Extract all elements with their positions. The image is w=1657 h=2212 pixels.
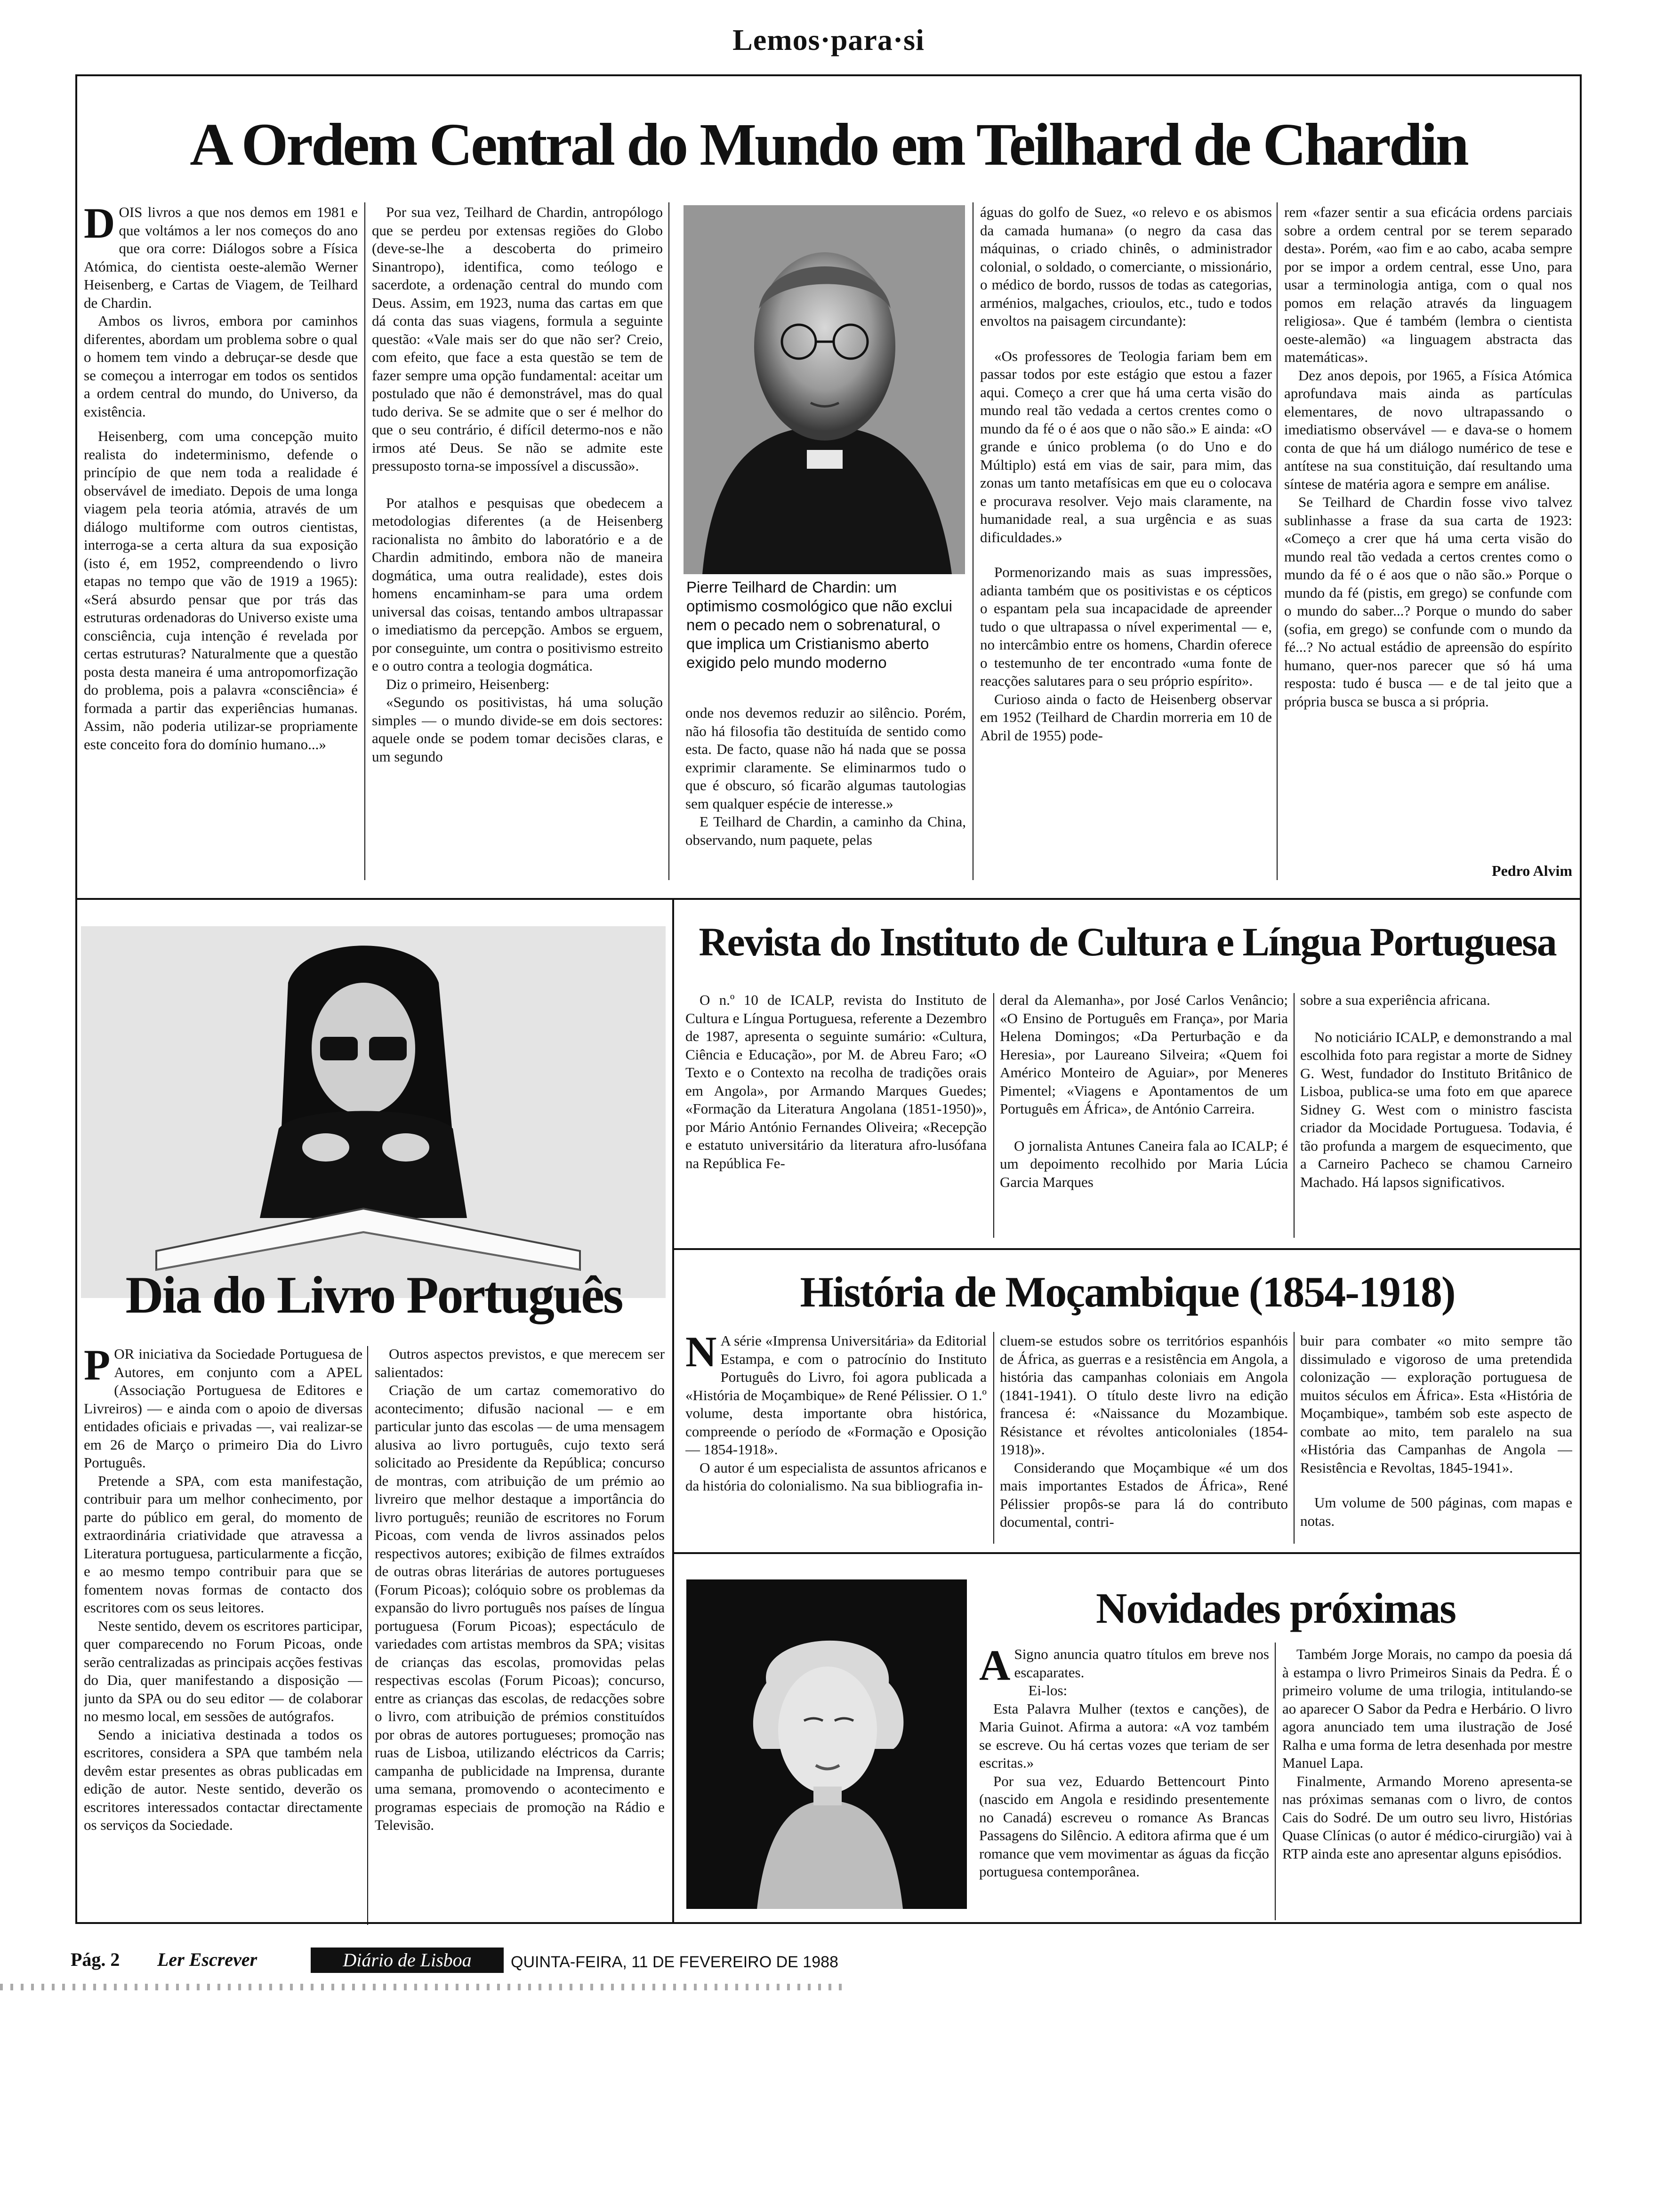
issue-date: QUINTA-FEIRA, 11 DE FEVEREIRO DE 1988 — [511, 1953, 838, 1971]
column-rule — [364, 202, 365, 880]
icalp-column-2: deral da Alemanha», por José Carlos Venâncio; «O Ensino de Português em França», por Maria Helena Domingos; «Da Perturbação e da Heresia», por Laureano Silveira; «Quem foi Américo Monteiro de Aguiar», por Meneres Pimentel; «Viagens e Apontamentos de um Português em África», de António Carreira. O jornalista Antunes Caneira fala ao ICALP; é um depoimento recolhido por Maria Lúcia Garcia Marques — [1000, 992, 1288, 1190]
livro-headline: Dia do Livro Português — [125, 1266, 622, 1324]
mocambique-column-3: buir para combater «o mito sempre tão dissimulado e vigoroso de uma pretendida colonização — exploração portuguesa de muitos séculos em África». Esta «História de Moçambique», também sob este aspecto de combate ao mito, tem paralelo na sua «História das Campanhas de Angola — Resistência e Revoltas, 1845-1941». Um volume de 500 páginas, com mapas e notas. — [1300, 1332, 1572, 1529]
column-rule — [367, 1346, 368, 1925]
teilhard-byline: Pedro Alvim — [1492, 862, 1572, 879]
singer-portrait-photo — [686, 1579, 967, 1909]
woman-reading-photo — [81, 926, 666, 1298]
drop-cap: P — [84, 1345, 111, 1389]
frame-left-rule — [75, 74, 77, 1924]
novidades-headline: Novidades próximas — [1096, 1584, 1456, 1632]
novidades-column-2: Também Jorge Morais, no campo da poesia dá à estampa o livro Primeiros Sinais da Pedra. É o primeiro volume de uma trilogia, intitulando-se ao aparecer O Sabor da Pedra e Herbário. O livro agora anunciado tem uma ilustração de José Ralha e uma forma de letra desenhada por mestre Manuel Lapa. Finalmente, Armando Moreno apresenta-se nas próximas semanas com o livro, de contos Cais do Sodré. De um outro seu livro, Histórias Quase Clínicas (o autor é médico-cirurgião) vai à RTP ainda este ano apresentar alguns episódios. — [1282, 1646, 1572, 1862]
page-number: Pág. 2 — [71, 1949, 120, 1970]
column-rule — [1277, 202, 1278, 880]
divider-icalp-bottom — [672, 1248, 1582, 1250]
teilhard-column-5: rem «fazer sentir a sua eficácia ordens parciais sobre a ordem central por se terem separado desta». Porém, «ao fim e ao cabo, acaba sempre por se impor a ordem central, esse Uno, para usar a terminologia antiga, com o qual nos pomos em relação através da linguagem religiosa». Que é também (lembra o cientista oeste-alemão) «a linguagem abstracta das matemáticas». Dez anos depois, por 1965, a Física Atómica aprofundava mais ainda as partículas elementares, de novo ultrapassando o imediatismo observável — e dava-se o homem conta de que há um diálogo numérico de tese e antítese na sua constituição, daí resultando uma síntese de matéria agora e sempre em análise. Se Teilhard de Chardin fosse vivo talvez sublinhasse a frase da sua carta de 1923: «Começo a crer que há uma certa visão do mundo real tão vedada a certos crentes como o mundo da fé o é aos que o não são.» Porque o mundo da fé (pistis, em grego) se confunde com o mundo do saber...? Porque o mundo do saber (sofia, em grego) se confunde com o mundo da fé...? No actual estádio de apreensão do espírito humano, quer-nos parecer que só há uma resposta: tudo é busca — e de tal jeito que a própria busca se busca a si própria. — [1284, 204, 1572, 710]
newspaper-masthead: Diário de Lisboa — [311, 1948, 504, 1973]
mocambique-headline: História de Moçambique (1854-1918) — [800, 1268, 1455, 1316]
icalp-column-3: sobre a sua experiência africana. No noticiário ICALP, e demonstrando a mal escolhida foto para registar a morte de Sidney G. West, fundador do Instituto Britânico de Lisboa, publica-se uma foto em que aparece Sidney G. West com o ministro fascista criador da Mocidade Portuguesa. Todavia, é tão profunda a margem de esquecimento, que a Carneiro Pacheco se chamou Carneiro Machado. Há lapsos significativos. — [1300, 992, 1572, 1190]
teilhard-column-4: águas do golfo de Suez, «o relevo e os abismos da camada humana» (o negro da casa das máquinas, o criado chinês, o administrador colonial, o soldado, o comerciante, o missionário, o médico de bordo, russos de todas as categorias, arménios, malgaches, crioulos, etc., tudo e todos envoltos na paisagem circundante): «Os professores de Teologia fariam bem em passar todos por este estágio que estou a fazer aqui. Começo a crer que há uma certa visão do mundo real tão vedada a certos crentes como o mundo da fé o é aos que o não são.» E ainda: «O grande e único problema (o do Uno e do Múltiplo) está em vias de sair, para mim, das zonas um tanto metafísicas em que eu o colocava e procurava resolver. Vejo mais claramente, na humanidade real, a sua urgência e as suas dificuldades.» Pormenorizando mais as suas impressões, adianta também que os positivistas e os cépticos o espantam pela sua incapacidade de apreender tudo o que ultrapassa o nível experimental — e, no intercâmbio entre os homens, Chardin oferece o testemunho de ter encontrado «uma fonte de reacções salutares para o seu próprio espírito». Curioso ainda o facto de Heisenberg observar em 1952 (Teilhard de Chardin morreria em 10 de Abril de 1955) pode- — [980, 204, 1272, 744]
column-rule — [1275, 1643, 1276, 1920]
livro-column-2: Outros aspectos previstos, e que merecem ser salientados: Criação de um cartaz comemorativo do acontecimento; difusão nacional — e em particular junto das escolas — de uma mensagem alusiva ao livro português, cujo texto será solicitado ao Presidente da República; concurso de montras, com atribuição de um prémio ao livreiro que melhor destaque a importância do livro português; reunião de escritores no Forum Picoas, com venda de livros assinados pelos respectivos autores; exibição de filmes extraídos de outras obras literárias de autores portugueses (Forum Picoas); colóquio sobre os problemas da expansão do livro português nos países de língua portuguesa (Forum Picoas); espectáculo de variedades com artistas membros da SPA; visitas de crianças das escolas, promovidas pelas respectivas escolas (Forum Picoas); concurso, entre as crianças das escolas, de redacções sobre o livro, com atribuição de prémios constituídos por obras de autores portugueses; promoção nas ruas de Lisboa, utilizando eléctricos da Carris; campanha de publicidade na Imprensa, durante uma semana, promovendo o acontecimento e programas especiais de promoção na Rádio e Televisão. — [375, 1346, 665, 1833]
divider-teilhard-bottom — [75, 898, 1582, 900]
column-rule — [993, 1332, 994, 1544]
teilhard-headline: A Ordem Central do Mundo em Teilhard de Chardin — [190, 111, 1467, 178]
mocambique-column-2: cluem-se estudos sobre os territórios espanhóis de África, as guerras e a resistência em Angola, a história das campanhas coloniais em Angola (1841-1941). O título deste livro na edição francesa é: «Naissance du Mozambique. Résistance et révoltes anticoloniales (1854-1918)». Considerando que Moçambique «é um dos mais importantes Estados de África», René Pélissier propôs-se para lá do contributo documental, contri- — [1000, 1332, 1288, 1530]
drop-cap: N — [685, 1332, 717, 1376]
teilhard-portrait-photo — [684, 205, 965, 574]
drop-cap: D — [84, 203, 115, 247]
teilhard-column-1: DOIS livros a que nos demos em 1981 e que voltámos a ler nos começos do ano que ora corre: Diálogos sobre a Física Atómica, do cientista oeste-alemão Werner Heisenberg, e Cartas de Viagem, de Teilhard de Chardin. Ambos os livros, embora por caminhos diferentes, abordam um problema sobre o qual o homem tem vindo a debruçar-se desde que se começou a interrogar em todos os sentidos a ordem central do mundo, do Universo, da existência. Heisenberg, com uma concepção muito realista do indeterminismo, defende o princípio de que nem toda a realidade é observável de imediato. Depois de uma longa viagem pela teoria atómia, através de um diálogo multiforme com outros cientistas, interroga-se a certa altura da sua exposição (isto é, em 1952, compreendendo o livro etapas no tempo que vão de 1919 a 1965): «Será absurdo pensar que por trás das estruturas ordenadoras do Universo existe uma consciência, cuja intenção é revelada por certas estruturas? Naturalmente que a questão posta desta maneira é uma antropomorfização do problema, pois a palavra «consciência» é formada a partir das experiências humanas. Assim, não poderia utilizar-se propriamente este conceito fora do domínio humano...» — [84, 203, 358, 753]
icalp-column-1: O n.º 10 de ICALP, revista do Instituto de Cultura e Língua Portuguesa, referente a Dezembro de 1987, apresenta o seguinte sumário: «Cultura, Ciência e Educação», por M. de Abreu Faro; «O Texto e o Contexto na recolha de tradições orais em Angola», por Armando Marques Guedes; «Formação da Literatura Angolana (1851-1950)», por Mário António Fernandes Oliveira; «Recepção e estatuto universitário da literatura afro-lusófana na República Fe- — [685, 992, 987, 1171]
icalp-headline: Revista do Instituto de Cultura e Língua Portuguesa — [699, 919, 1556, 964]
teilhard-photo-caption: Pierre Teilhard de Chardin: um optimismo cosmológico que não exclui nem o pecado nem o sobrenatural, o que implica um Cristianismo aberto exigido pelo mundo moderno — [686, 578, 952, 671]
print-noise-strip — [0, 1984, 847, 1990]
drop-cap: A — [979, 1645, 1011, 1689]
column-rule — [993, 993, 994, 1238]
divider-mocambique-bottom — [672, 1552, 1582, 1554]
teilhard-column-2: Por sua vez, Teilhard de Chardin, antropólogo que se perdeu por extensas regiões do Globo (deve-se-lhe a descoberta do primeiro Sinantropo), identifica, como teólogo e sacerdote, a ordenação central do mundo com Deus. Assim, em 1923, numa das cartas em que dá conta das suas viagens, formula a seguinte questão: «Vale mais ser do que não ser? Creio, com efeito, que face a esta questão se tem de fazer sempre uma opção fundamental: aceitar um postulado que não é demonstrável, mas do qual tudo deriva. Se se admite que o ser é melhor do que o seu contrário, é difícil determo-nos e não irmos até Deus. Se não se admite este pressuposto torna-se impossível a discussão». Por atalhos e pesquisas que obedecem a metodologias diferentes (a de Heisenberg racionalista no âmbito do laboratório e a de Chardin admitindo, embora não de maneira dogmática, uma outra realidade), estes dois homens encaminham-se para uma ordem universal das coisas, tentando ambos ultrapassar o imediatismo da percepção. Ambos se erguem, por conseguinte, um contra o positivismo estreito e o outro contra a teologia dogmática. Diz o primeiro, Heisenberg: «Segundo os positivistas, há uma solução simples — o mundo divide-se em dois sectores: aquele onde se podem tomar decisões claras, e um segundo — [372, 204, 663, 765]
mocambique-column-1: N A série «Imprensa Universitária» da Editorial Estampa, e com o patrocínio do Instituto Português do Livro, foi agora publicada a «História de Moçambique» de René Pélissier. O 1.º volume, desta importante obra histórica, compreende o período de «Formação e Oposição — 1854-1918». O autor é um especialista de assuntos africanos e da história do colonialismo. Na sua bibliografia in- — [685, 1332, 987, 1494]
column-rule — [668, 202, 669, 880]
column-rule — [1294, 1332, 1295, 1544]
column-rule — [1294, 993, 1295, 1238]
teilhard-column-3: onde nos devemos reduzir ao silêncio. Porém, não há filosofia tão destituída de sentido como esta. De facto, quase não há nada que se possa exprimir claramente. Se eliminarmos tudo o que é obscuro, só ficarão algumas tautologias sem qualquer espécie de interesse.» E Teilhard de Chardin, a caminho da China, observando, num paquete, pelas — [685, 705, 966, 848]
section-name: Ler Escrever — [157, 1949, 257, 1970]
divider-vertical-middle — [672, 898, 674, 1924]
frame-right-rule — [1580, 74, 1582, 1924]
livro-column-1: POR iniciativa da Sociedade Portuguesa de Autores, em conjunto com a APEL (Associação Portuguesa de Editores e Livreiros) — e ainda com o apoio de diversas entidades oficiais e privadas —, vai realizar-se em 26 de Março o primeiro Dia do Livro Português. Pretende a SPA, com esta manifestação, contribuir para um melhor conhecimento, por parte do público em geral, do momento de extraordinária criatividade que atravessa a Literatura portuguesa, particularmente a ficção, e ao mesmo tempo contribuir para que se fomentem novas formas de contacto dos escritores com os seus leitores. Neste sentido, devem os escritores participar, quer comparecendo no Forum Picoas, onde serão centralizadas as principais acções festivas do Dia, quer manifestando a disposição — junto da SPA ou do seu editor — de colaborar no mesmo local, em sessões de autógrafos. Sendo a iniciativa destinada a todos os escritores, considera a SPA que também nela devêm estar presentes as obras publicadas em edição de autor. Neste sentido, deverão os escritores interessados contactar directamente os serviços da Sociedade. — [84, 1345, 362, 1833]
novidades-column-1: A Signo anuncia quatro títulos em breve nos escaparates. Ei-los: Esta Palavra Mulher (textos e canções), de Maria Guinot. Afirma a autora: «A voz também se escreve. Ou há certas vozes que teriam de ser escritas.» Por sua vez, Eduardo Bettencourt Pinto (nascido em Angola e residindo presentemente no Canadá) escreveu o romance As Brancas Passagens do Silêncio. A editora afirma que é um romance que vem movimentar as águas da ficção portuguesa contemporânea. — [979, 1645, 1269, 1880]
section-kicker: Lemos·para·si — [732, 23, 925, 56]
frame-top-rule — [75, 74, 1582, 76]
